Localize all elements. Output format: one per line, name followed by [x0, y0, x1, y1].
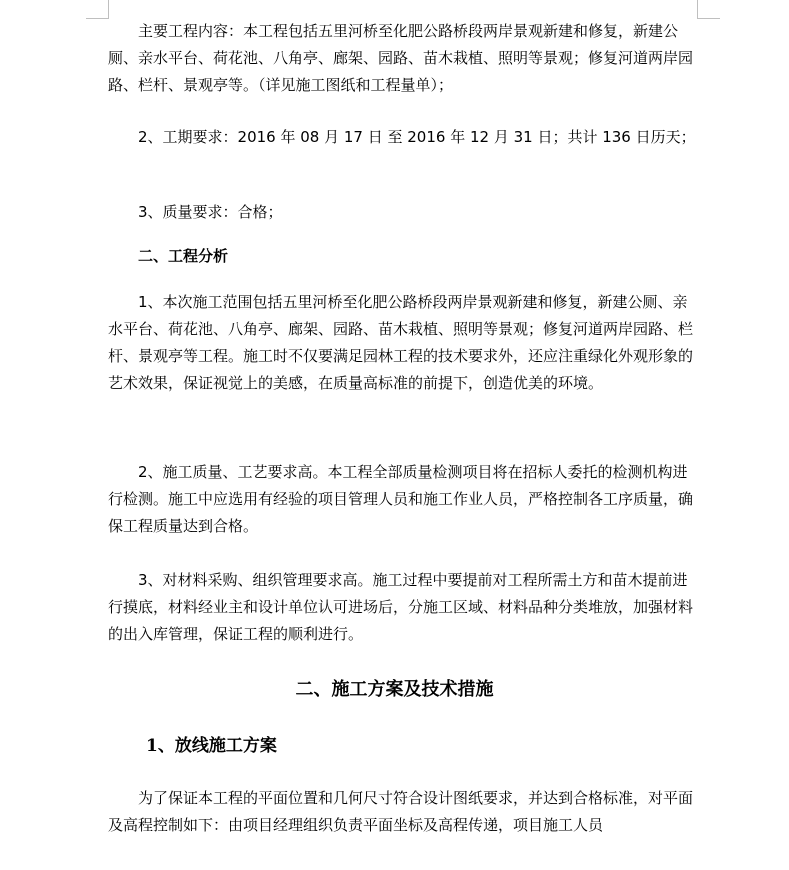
margin-corner-mark-left: [86, 0, 109, 19]
paragraph-analysis-3: 3、对材料采购、组织管理要求高。施工过程中要提前对工程所需土方和苗木提前进行摸底，材料经业主和设计单位认可进场后，分施工区域、材料品种分类堆放，加强材料的出入库管理，保证工程的顺利进行。: [108, 571, 694, 643]
heading-project-analysis: 二、工程分析: [138, 247, 229, 265]
heading-layout-plan: 1、放线施工方案: [146, 736, 277, 756]
paragraph-main-content: 主要工程内容：本工程包括五里河桥至化肥公路桥段两岸景观新建和修复，新建公厕、亲水平台、荷花池、八角亭、廊架、园路、苗木栽植、照明等景观；修复河道两岸园路、栏杆、景观亭等。（详见施工图纸和工程量单）；: [108, 22, 694, 94]
margin-corner-mark-right: [697, 0, 720, 19]
paragraph-analysis-2: 2、施工质量、工艺要求高。本工程全部质量检测项目将在招标人委托的检测机构进行检测。施工中应选用有经验的项目管理人员和施工作业人员，严格控制各工序质量，确保工程质量达到合格。: [108, 463, 694, 535]
paragraph-layout-plan: 为了保证本工程的平面位置和几何尺寸符合设计图纸要求，并达到合格标准，对平面及高程控制如下：由项目经理组织负责平面坐标及高程传递，项目施工人员: [108, 789, 694, 834]
paragraph-analysis-1: 1、本次施工范围包括五里河桥至化肥公路桥段两岸景观新建和修复，新建公厕、亲水平台、荷花池、八角亭、廊架、园路、苗木栽植、照明等景观；修复河道两岸园路、栏杆、景观亭等工程。施工时不仅要满足园林工程的技术要求外，还应注重绿化外观形象的艺术效果，保证视觉上的美感，在质量高标准的前提下，创造优美的环境。: [108, 293, 694, 392]
paragraph-schedule: 2、工期要求：2016 年 08 月 17 日 至 2016 年 12 月 31 日；共计 136 日历天；: [138, 128, 696, 146]
heading-construction-plan: 二、施工方案及技术措施: [295, 679, 494, 700]
paragraph-quality: 3、质量要求：合格；: [138, 203, 283, 221]
